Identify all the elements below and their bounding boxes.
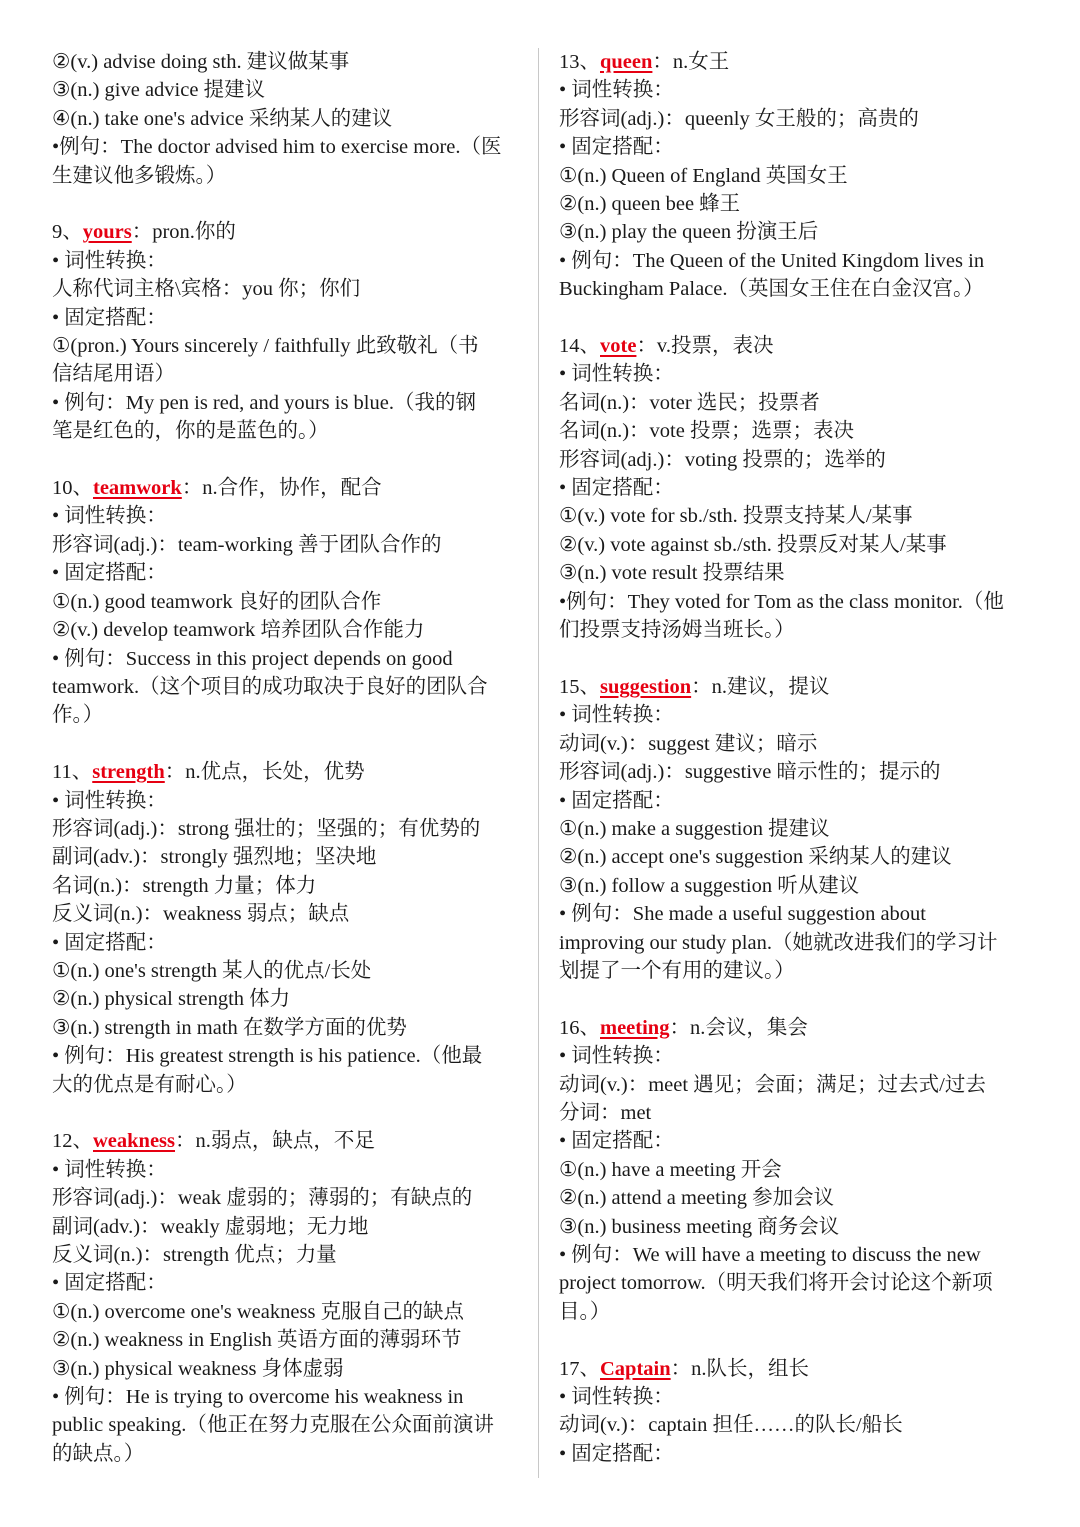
text-line: ①(n.) good teamwork 良好的团队合作 <box>52 590 382 613</box>
entry-heading <box>559 1355 1034 1383</box>
text-line: ②(v.) advise doing sth. 建议做某事 <box>52 51 350 73</box>
headword: yours <box>82 221 132 244</box>
headword: strength <box>92 761 165 784</box>
left-column <box>52 48 522 1468</box>
text-line: ③(n.) play the queen 扮演王后 <box>559 221 819 244</box>
text-line: ③(n.) vote result 投票结果 <box>559 562 785 585</box>
spacer <box>52 730 522 758</box>
text-line: ②(n.) weakness in English 英语方面的薄弱环节 <box>52 1329 462 1352</box>
entry-heading <box>559 673 1034 701</box>
text-line: 名词(n.)：vote 投票；选票；表决 <box>559 420 854 443</box>
text-line: ①(n.) have a meeting 开会 <box>559 1158 782 1181</box>
text-line: ①(n.) make a suggestion 提建议 <box>559 817 830 840</box>
entry-definition: ：pron.你的 <box>131 221 236 244</box>
text-line: 副词(adv.)：weakly 虚弱地；无力地 <box>52 1215 369 1238</box>
headword: queen <box>600 51 653 73</box>
text-line: • 词性转换： <box>52 249 167 272</box>
text-line: 信结尾用语） <box>52 363 175 386</box>
entry-number: 9、 <box>52 221 83 244</box>
text-line: 目。） <box>559 1300 611 1323</box>
spacer <box>559 985 1034 1013</box>
text-line: 划提了一个有用的建议。） <box>559 959 795 982</box>
spacer <box>52 446 522 474</box>
text-line: • 词性转换： <box>559 79 674 102</box>
text-line: • 词性转换： <box>559 1045 674 1068</box>
text-line: 副词(adv.)：strongly 强烈地；坚决地 <box>52 846 377 869</box>
text-line: ①(n.) Queen of England 英国女王 <box>559 164 848 187</box>
text-line: • 固定搭配： <box>52 931 167 954</box>
text-line: ③(n.) give advice 提建议 <box>52 79 266 102</box>
text-line: 动词(v.)：captain 担任……的队长/船长 <box>559 1414 903 1437</box>
spacer <box>559 304 1034 332</box>
text-line: 的缺点。） <box>52 1442 145 1465</box>
entry-number: 10、 <box>52 477 93 500</box>
spacer <box>52 1099 522 1127</box>
text-line: 名词(n.)：voter 选民；投票者 <box>559 391 820 414</box>
entry-definition: ：n.弱点，缺点，不足 <box>175 1130 375 1153</box>
text-line: 形容词(adj.)：strong 强壮的；坚强的；有优势的 <box>52 817 481 840</box>
text-line: ③(n.) strength in math 在数学方面的优势 <box>52 1016 407 1039</box>
text-line: 形容词(adj.)：suggestive 暗示性的；提示的 <box>559 761 941 784</box>
headword: Captain <box>600 1357 671 1380</box>
text-line: • 例句：We will have a meeting to discuss the new <box>559 1244 981 1267</box>
text-line: • 例句：The Queen of the United Kingdom lives in <box>559 249 985 272</box>
text-line: improving our study plan.（她就改进我们的学习计 <box>559 931 998 954</box>
headword: weakness <box>93 1130 176 1153</box>
text-line: • 例句：Success in this project depends on good <box>52 647 453 670</box>
spacer <box>559 1326 1034 1354</box>
text-line: • 固定搭配： <box>559 136 674 159</box>
entry-heading <box>559 332 1034 360</box>
entry-number: 17、 <box>559 1357 600 1380</box>
text-line: public speaking.（他正在努力克服在公众面前演讲 <box>52 1414 494 1437</box>
entry-heading <box>52 1127 522 1155</box>
text-line: 大的优点是有耐心。） <box>52 1073 247 1096</box>
text-line: 形容词(adj.)：voting 投票的；选举的 <box>559 448 886 471</box>
text-line: ①(n.) one's strength 某人的优点/长处 <box>52 959 372 982</box>
entry-number: 15、 <box>559 675 600 698</box>
text-line: ①(n.) overcome one's weakness 克服自己的缺点 <box>52 1300 465 1323</box>
text-line: • 固定搭配： <box>52 562 167 585</box>
text-line: • 例句：He is trying to overcome his weakness in <box>52 1386 464 1409</box>
entry-definition: ：n.优点，长处，优势 <box>164 761 365 784</box>
text-line: 形容词(adj.)：weak 虚弱的；薄弱的；有缺点的 <box>52 1187 473 1210</box>
text-line: teamwork.（这个项目的成功取决于良好的团队合 <box>52 675 488 698</box>
text-line: • 例句：His greatest strength is his patience.（他最 <box>52 1045 483 1068</box>
text-line: • 词性转换： <box>559 363 674 386</box>
headword: teamwork <box>93 477 182 500</box>
text-line: ②(n.) attend a meeting 参加会议 <box>559 1187 835 1210</box>
right-column <box>559 48 1034 1468</box>
text-line: 反义词(n.)：strength 优点；力量 <box>52 1244 337 1266</box>
entry-definition: ：n.女王 <box>652 51 730 73</box>
text-line: 动词(v.)：meet 遇见；会面；满足；过去式/过去 <box>559 1073 986 1096</box>
entry-heading <box>559 1014 1034 1042</box>
entry-number: 14、 <box>559 335 600 358</box>
text-line: • 固定搭配： <box>559 1442 674 1465</box>
spacer <box>52 190 522 218</box>
text-line: 生建议他多锻炼。） <box>52 164 227 187</box>
text-line: 形容词(adj.)：team-working 善于团队合作的 <box>52 533 442 556</box>
text-line: 形容词(adj.)：queenly 女王般的；高贵的 <box>559 107 919 130</box>
text-line: ③(n.) business meeting 商务会议 <box>559 1215 840 1238</box>
entry-definition: ：n.队长，组长 <box>670 1357 810 1380</box>
text-line: • 固定搭配： <box>52 306 167 329</box>
entry-heading <box>52 474 522 502</box>
entry-definition: ：n.合作，协作，配合 <box>181 477 382 500</box>
text-line: • 例句：She made a useful suggestion about <box>559 903 927 926</box>
text-line: •例句：They voted for Tom as the class monitor.（他 <box>559 590 1004 613</box>
text-line: ④(n.) take one's advice 采纳某人的建议 <box>52 107 393 130</box>
text-line: • 固定搭配： <box>52 1272 167 1295</box>
text-line: • 固定搭配： <box>559 1130 674 1153</box>
text-line: ②(v.) develop teamwork 培养团队合作能力 <box>52 619 425 642</box>
text-line: • 固定搭配： <box>559 789 674 812</box>
text-line: ②(n.) accept one's suggestion 采纳某人的建议 <box>559 846 952 869</box>
text-line: 作。） <box>52 704 104 727</box>
text-line: ②(v.) vote against sb./sth. 投票反对某人/某事 <box>559 533 947 556</box>
entry-heading <box>52 218 522 246</box>
headword: vote <box>600 335 637 358</box>
text-line: • 词性转换： <box>52 789 167 812</box>
headword: meeting <box>600 1016 670 1039</box>
text-line: ③(n.) follow a suggestion 听从建议 <box>559 874 860 897</box>
text-line: • 词性转换： <box>52 505 167 528</box>
text-line: project tomorrow.（明天我们将开会讨论这个新项 <box>559 1272 993 1295</box>
text-line: ②(n.) queen bee 蜂王 <box>559 193 741 216</box>
text-line: • 词性转换： <box>559 704 674 727</box>
headword: suggestion <box>600 675 692 698</box>
text-line: •例句：The doctor advised him to exercise more.（医 <box>52 136 502 159</box>
entry-number: 16、 <box>559 1016 600 1039</box>
text-line: ①(pron.) Yours sincerely / faithfully 此致敬礼（书 <box>52 335 479 358</box>
column-divider <box>538 48 539 1478</box>
text-line: 笔是红色的，你的是蓝色的。） <box>52 420 329 443</box>
text-line: ②(n.) physical strength 体力 <box>52 988 291 1011</box>
entry-number: 12、 <box>52 1130 93 1153</box>
text-line: 人称代词主格\宾格：you 你；你们 <box>52 278 361 301</box>
text-line: • 固定搭配： <box>559 477 674 500</box>
text-line: Buckingham Palace.（英国女王住在白金汉宫。） <box>559 278 984 301</box>
entry-definition: ：n.建议，提议 <box>691 675 830 698</box>
text-line: 动词(v.)：suggest 建议；暗示 <box>559 732 818 755</box>
text-line: 分词：met <box>559 1101 652 1124</box>
text-line: • 词性转换： <box>559 1386 674 1409</box>
text-line: • 例句：My pen is red, and yours is blue.（我的钢 <box>52 391 476 414</box>
entry-heading <box>559 48 1034 76</box>
entry-number: 11、 <box>52 761 93 784</box>
text-line: 名词(n.)：strength 力量；体力 <box>52 874 317 897</box>
entry-heading <box>52 758 522 786</box>
spacer <box>559 645 1034 673</box>
text-line: 反义词(n.)：weakness 弱点；缺点 <box>52 903 350 926</box>
entry-definition: ：v.投票，表决 <box>636 335 774 358</box>
text-line: • 词性转换： <box>52 1158 167 1181</box>
text-line: ③(n.) physical weakness 身体虚弱 <box>52 1357 344 1380</box>
text-line: 们投票支持汤姆当班长。） <box>559 619 795 642</box>
entry-definition: ：n.会议，集会 <box>669 1016 808 1039</box>
entry-number: 13、 <box>559 51 600 73</box>
text-line: ①(v.) vote for sb./sth. 投票支持某人/某事 <box>559 505 913 528</box>
